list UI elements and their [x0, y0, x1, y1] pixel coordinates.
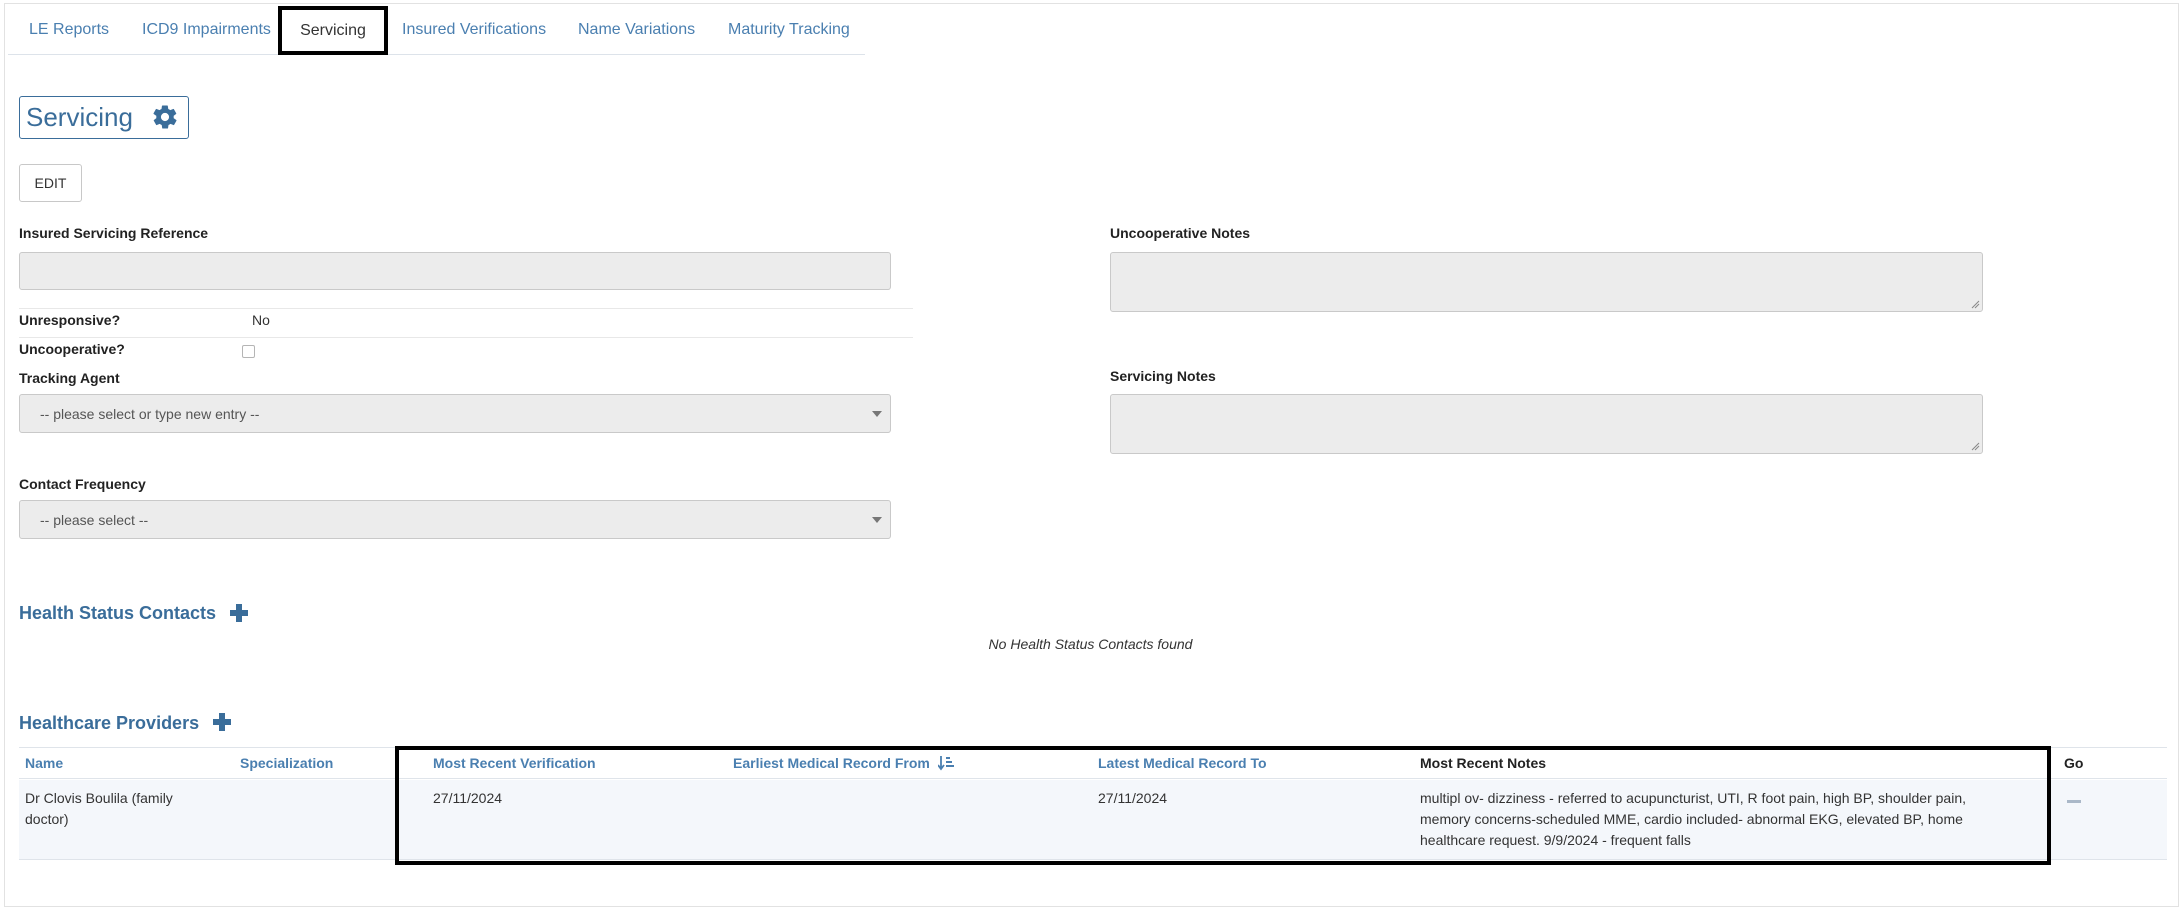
table-header [19, 747, 2167, 779]
latest-medical-record-to-cell: 27/11/2024 [1098, 790, 1168, 806]
page-title: Servicing [26, 102, 133, 132]
uncooperative-label: Uncooperative? [19, 341, 125, 357]
resize-grip-icon[interactable] [1970, 441, 1980, 451]
tracking-agent-label: Tracking Agent [19, 370, 120, 386]
servicing-notes-label: Servicing Notes [1110, 368, 1216, 384]
chevron-down-icon [872, 517, 882, 523]
tab-icd9-impairments[interactable]: ICD9 Impairments [142, 21, 271, 38]
unresponsive-value: No [252, 312, 270, 328]
column-header-go: Go [2064, 755, 2084, 771]
provider-name-cell [25, 788, 225, 830]
health-status-contacts-heading: Health Status Contacts [19, 603, 217, 623]
uncooperative-notes-textarea[interactable] [1110, 252, 1983, 312]
add-healthcare-provider-icon[interactable] [213, 713, 231, 731]
most-recent-notes-cell [1420, 788, 2050, 851]
column-header-latest-medical-record-to[interactable]: Latest Medical Record To [1098, 755, 1267, 771]
column-header-most-recent-verification[interactable]: Most Recent Verification [433, 755, 596, 771]
tab-servicing[interactable]: Servicing [278, 6, 388, 55]
healthcare-providers-heading: Healthcare Providers [19, 713, 200, 733]
chevron-down-icon [872, 411, 882, 417]
table-row[interactable] [19, 780, 2167, 860]
notes-line: memory concerns-scheduled MME, cardio included- abnormal EKG, elevated BP, home [1420, 811, 1963, 827]
unresponsive-label: Unresponsive? [19, 312, 121, 328]
tracking-agent-placeholder: -- please select or type new entry -- [40, 406, 260, 422]
tab-le-reports[interactable]: LE Reports [29, 21, 110, 38]
tracking-agent-select[interactable] [19, 394, 891, 433]
column-header-name[interactable]: Name [25, 755, 64, 771]
insured-servicing-reference-label: Insured Servicing Reference [19, 225, 209, 241]
edit-button[interactable]: EDIT [19, 164, 82, 202]
notes-line: multipl ov- dizziness - referred to acupuncturist, UTI, R foot pain, high BP, shoulder pain, [1420, 790, 1967, 806]
servicing-notes-textarea[interactable] [1110, 394, 1983, 454]
tab-maturity-tracking[interactable]: Maturity Tracking [728, 21, 850, 38]
notes-line: healthcare request. 9/9/2024 - frequent falls [1420, 832, 1691, 848]
resize-grip-icon[interactable] [1970, 299, 1980, 309]
insured-servicing-reference-input[interactable] [19, 252, 891, 290]
contact-frequency-label: Contact Frequency [19, 476, 146, 492]
gear-icon[interactable] [151, 103, 179, 131]
provider-name-line: Dr Clovis Boulila (family [25, 790, 173, 806]
contact-frequency-select[interactable] [19, 500, 891, 539]
empty-state-message: No Health Status Contacts found [988, 636, 1193, 652]
column-header-earliest-medical-record-from[interactable]: Earliest Medical Record From [733, 755, 930, 771]
divider [19, 337, 913, 338]
tab-bar [8, 6, 865, 55]
uncooperative-checkbox[interactable] [242, 345, 255, 358]
go-minus-icon[interactable] [2067, 800, 2081, 803]
uncooperative-notes-label: Uncooperative Notes [1110, 225, 1251, 241]
contact-frequency-placeholder: -- please select -- [40, 512, 149, 528]
most-recent-verification-cell: 27/11/2024 [433, 790, 503, 806]
column-header-specialization[interactable]: Specialization [240, 755, 334, 771]
add-health-status-contact-icon[interactable] [230, 604, 248, 622]
provider-name-line: doctor) [25, 811, 69, 827]
column-header-most-recent-notes: Most Recent Notes [1420, 755, 1547, 771]
sort-descending-icon[interactable] [938, 755, 956, 771]
divider [19, 308, 913, 309]
tab-name-variations[interactable]: Name Variations [578, 21, 696, 38]
section-title-box [19, 96, 189, 139]
tab-insured-verifications[interactable]: Insured Verifications [402, 21, 547, 38]
